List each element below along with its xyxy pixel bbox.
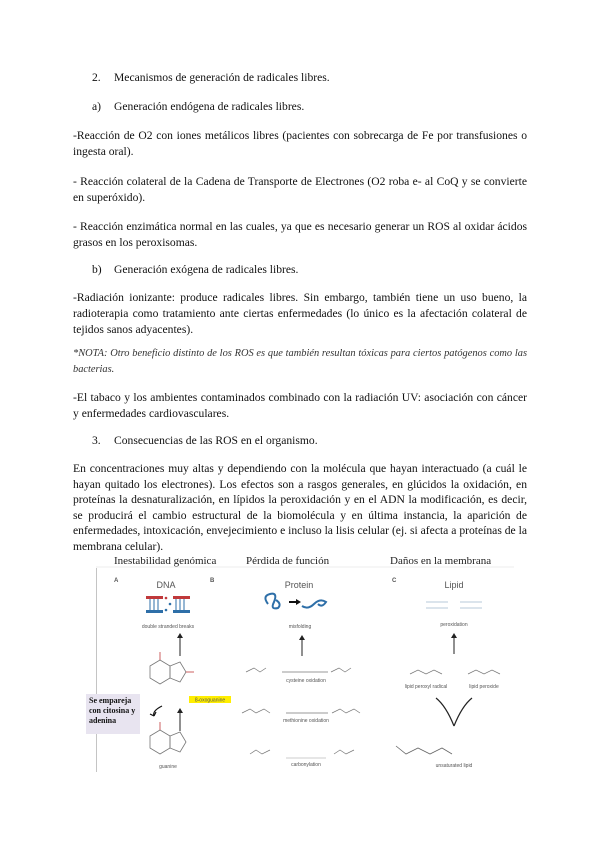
figure-label: misfolding (288, 624, 312, 630)
unfolded-protein-icon (302, 600, 326, 607)
panel-title: Protein (284, 580, 314, 590)
figure-label: lipid peroxyl radical (404, 684, 448, 690)
annotation-box: Se empareja con citosina y adenina (86, 694, 140, 734)
subsection-title: Generación endógena de radicales libres. (114, 100, 305, 113)
figure-label: methionine oxidation (283, 718, 329, 724)
paragraph: - Reacción enzimática normal en las cuales, ya que es necesario generar un ROS al oxidar ácidos grasos en los peroxisomas. (73, 220, 527, 249)
figure-label: 8-oxoguanine (194, 697, 226, 704)
figure-header: Inestabilidad genómica (114, 555, 217, 567)
figure-label: cysteine oxidation (286, 678, 326, 684)
panel-letter: C (392, 578, 397, 584)
paragraph: En concentraciones muy altas y dependiendo con la molécula que hayan interactuado (a cuál le hayan quitado los electrones). Los efectos son a rasgos generales, en glúcidos la oxidación, en proteínas la desnaturalización, en lípidos la peroxidación y en el ADN la modificación, es decir, se producirá el cambio estructural de la biomolécula y en última instancia, la aparición de enfermedades, intoxicación, envejecimiento e incluso la lisis celular (ej. si afecta a proteínas de la membrana celular). (73, 462, 527, 553)
section-title: Mecanismos de generación de radicales libres. (114, 71, 330, 84)
panel-title: DNA (156, 580, 176, 590)
section-title: Consecuencias de las ROS en el organismo. (114, 434, 318, 447)
subsection-title: Generación exógena de radicales libres. (114, 263, 299, 276)
subsection-number: b) (92, 263, 102, 276)
figure-label: peroxidation (440, 622, 468, 628)
figure-label: carbonylation (291, 762, 321, 768)
section-2-heading (92, 70, 330, 86)
membrane-icon (426, 602, 482, 608)
section-3-heading (92, 433, 318, 449)
figure-label: lipid peroxide (469, 684, 499, 690)
subsection-a-heading (92, 99, 304, 115)
figure-label: guanine (159, 764, 177, 770)
panel-letter: A (114, 578, 119, 584)
section-number: 2. (92, 71, 101, 84)
note: *NOTA: Otro beneficio distinto de los ROS es que también resultan tóxicas para ciertos patógenos como las bacterias. (73, 348, 527, 375)
folded-protein-icon (265, 594, 279, 609)
panel-title: Lipid (444, 580, 464, 590)
subsection-number: a) (92, 100, 102, 113)
figure-label: double stranded breaks (141, 624, 195, 630)
figure-header: Daños en la membrana (390, 555, 492, 567)
figure-header: Pérdida de función (246, 555, 330, 567)
paragraph: -Reacción de O2 con iones metálicos libres (pacientes con sobrecarga de Fe por transfusiones o ingesta oral). (73, 129, 527, 158)
panel-letter: B (210, 578, 215, 584)
dna-break-icon (146, 594, 190, 616)
section-number: 3. (92, 434, 101, 447)
guanine-structure (150, 722, 186, 754)
paragraph: -Radiación ionizante: produce radicales libres. Sin embargo, también tiene un uso bueno, la radioterapia como tratamiento ante ciertas enfermedades (lo único es la afectación colateral de tejidos sanos adyacentes). (73, 291, 527, 336)
8-oxoguanine-structure (150, 652, 194, 684)
paragraph: -El tabaco y los ambientes contaminados combinado con la radiación UV: asociación con cáncer y enfermedades cardiovasculares. (73, 391, 527, 420)
curved-arrow-icon (150, 706, 162, 716)
ros-damage-figure (96, 566, 514, 774)
paragraph: - Reacción colateral de la Cadena de Transporte de Electrones (O2 roba e- al CoQ y se convierte en superóxido). (73, 175, 527, 204)
figure-label: unsaturated lipid (435, 763, 473, 769)
subsection-b-heading (92, 262, 298, 278)
